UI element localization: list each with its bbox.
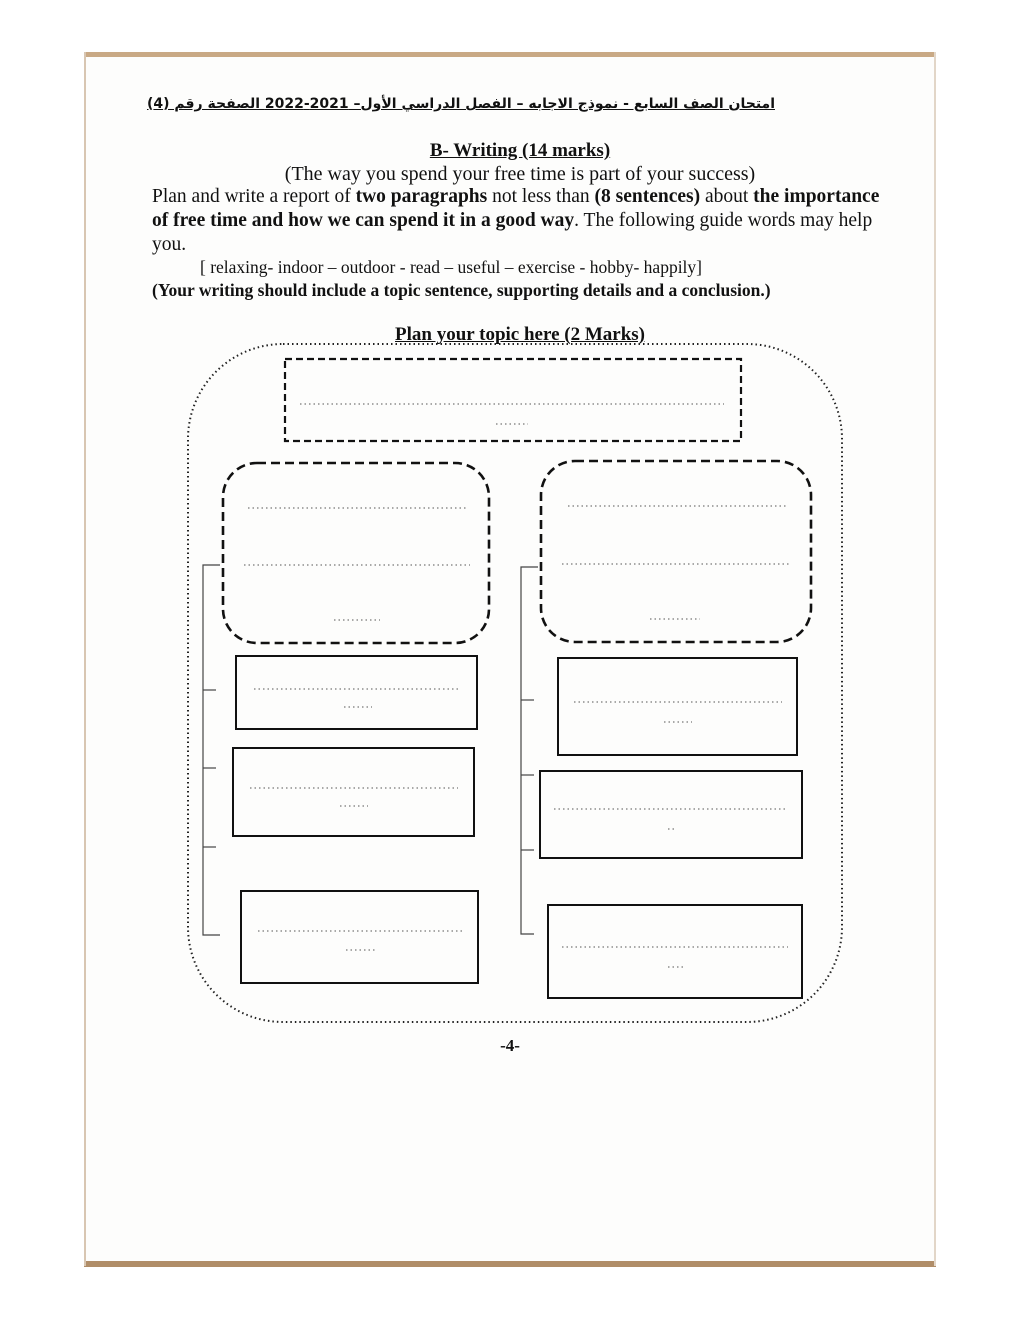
left-bracket	[203, 565, 220, 935]
plan-title: Plan your topic here (2 Marks)	[395, 324, 645, 345]
instructions-part3: about	[700, 186, 754, 207]
right-bracket	[521, 567, 538, 934]
left-detail-box-2[interactable]	[233, 748, 474, 836]
right-detail-box-3[interactable]	[548, 905, 802, 998]
guide-words: [ relaxing- indoor – outdoor - read – useful – exercise - hobby- happily]	[200, 257, 702, 277]
instructions-bold2: (8 sentences)	[594, 186, 701, 207]
motto: (The way you spend your free time is part of your success)	[284, 163, 756, 185]
instructions-part4: . The following guide words may help you.	[152, 210, 873, 255]
outer-dotted-frame	[188, 344, 842, 1022]
instructions-part2: not less than	[487, 186, 595, 207]
section-title: B- Writing (14 marks)	[429, 140, 611, 161]
left-main-idea-box[interactable]	[223, 463, 489, 643]
exam-header: امتحان الصف السابع - نموذج الاجابه – الفصل الدراسي الأول– 2021-2022 الصفحة رقم (4)	[146, 96, 775, 112]
right-detail-box-1[interactable]	[558, 658, 797, 755]
instructions-bold1: two paragraphs	[355, 186, 488, 207]
writing-note: (Your writing should include a topic sentence, supporting details and a conclusion.)	[152, 280, 771, 300]
right-detail-box-2[interactable]	[540, 771, 802, 858]
left-detail-box-1[interactable]	[236, 656, 477, 729]
left-detail-box-3[interactable]	[241, 891, 478, 983]
right-main-idea-box[interactable]	[541, 461, 811, 642]
instructions-bold3: the importance of free time and how we can spend it in a good way	[152, 186, 880, 231]
page-number: -4-	[500, 1036, 520, 1055]
instructions-part1: Plan and write a report of	[152, 186, 356, 207]
topic-sentence-box[interactable]	[285, 359, 741, 441]
